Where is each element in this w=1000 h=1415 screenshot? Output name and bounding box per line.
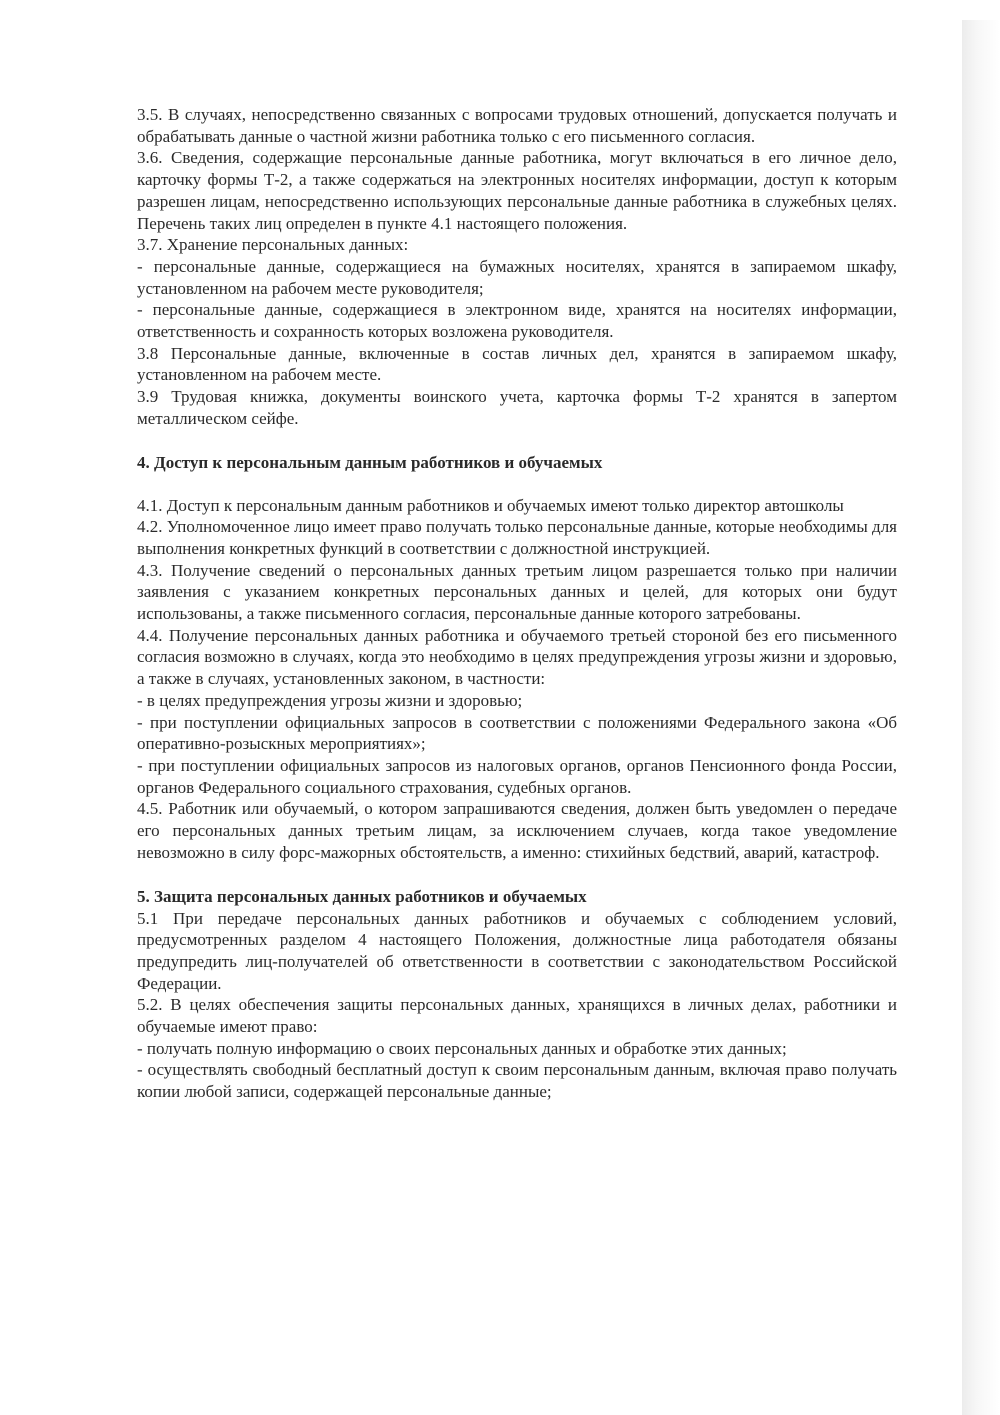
- scan-page-edge-shadow: [962, 20, 1000, 1415]
- list-item-full-information: - получать полную информацию о своих персональных данных и обработке этих данных;: [137, 1038, 787, 1058]
- spacer: [137, 864, 897, 886]
- paragraph-4-1: 4.1. Доступ к персональным данным работников и обучаемых имеют только директор автошколы: [137, 495, 844, 515]
- paragraph-3-9: 3.9 Трудовая книжка, документы воинского учета, карточка формы Т-2 хранятся в запертом металлическом сейфе.: [137, 387, 897, 428]
- list-item-electronic-storage: - персональные данные, содержащиеся в электронном виде, хранятся на носителях информации, ответственность и сохранность которых возложена руководителя.: [137, 300, 897, 342]
- paragraph-5-2: 5.2. В целях обеспечения защиты персональных данных, хранящихся в личных делах, работники и обучаемые имеют право:: [137, 995, 897, 1037]
- list-item-free-access: - осуществлять свободный бесплатный доступ к своим персональным данным, включая право получать копии любой записи, содержащей персональные данные;: [137, 1060, 897, 1102]
- scan-top-margin: [0, 0, 1000, 20]
- section-3: [137, 104, 897, 430]
- section-5-heading: 5. Защита персональных данных работников и обучаемых: [137, 886, 587, 906]
- paragraph-4-4: 4.4. Получение персональных данных работника и обучаемого третьей стороной без его письменного согласия возможно в случаях, когда это необходимо в целях предупреждения угрозы жизни и здоровью, а также в случаях, установленных законом, в частности:: [137, 625, 897, 689]
- document-page: [137, 104, 897, 1103]
- paragraph-4-2: 4.2. Уполномоченное лицо имеет право получать только персональные данные, которые необходимы для выполнения конкретных функций в соответствии с должностной инструкцией.: [137, 517, 897, 558]
- paragraph-3-8: 3.8 Персональные данные, включенные в состав личных дел, хранятся в запираемом шкафу, установленном на рабочем месте.: [137, 343, 897, 385]
- paragraph-5-1: 5.1 При передаче персональных данных работников и обучаемых с соблюдением условий, предусмотренных разделом 4 настоящего Положения, должностные лица работодателя обязаны предупредить лиц-получателей об ответственности в соответствии с законодательством Российской Федерации.: [137, 908, 897, 993]
- list-item-operative-requests: - при поступлении официальных запросов в соответствии с положениями Федерального закона «Об оперативно-розыскных мероприятиях»;: [137, 712, 897, 754]
- list-item-official-requests: - при поступлении официальных запросов из налоговых органов, органов Пенсионного фонда России, органов Федерального социального страхования, судебных органов.: [137, 755, 897, 797]
- paragraph-4-3: 4.3. Получение сведений о персональных данных третьим лицом разрешается только при наличии заявления с указанием конкретных персональных данных и целей, для которых они будут использованы, а также письменного согласия, персональные данные которого затребованы.: [137, 560, 897, 624]
- section-5: [137, 886, 897, 1103]
- paragraph-3-5: 3.5. В случаях, непосредственно связанных с вопросами трудовых отношений, допускается получать и обрабатывать данные о частной жизни работника только с его письменного согласия.: [137, 105, 897, 146]
- section-4: [137, 452, 897, 864]
- list-item-threat-prevention: - в целях предупреждения угрозы жизни и здоровью;: [137, 690, 523, 710]
- paragraph-3-6: 3.6. Сведения, содержащие персональные данные работника, могут включаться в его личное дело, карточку формы Т-2, а также содержаться на электронных носителях информации, доступ к которым разрешен лицам, непосредственно использующих персональные данные работника в служебных целях. Перечень таких лиц определен в пункте 4.1 настоящего положения.: [137, 148, 897, 233]
- section-4-heading: 4. Доступ к персональным данным работников и обучаемых: [137, 452, 603, 472]
- list-item-paper-storage: - персональные данные, содержащиеся на бумажных носителях, хранятся в запираемом шкафу, установленном на рабочем месте руководителя;: [137, 256, 897, 298]
- paragraph-4-5: 4.5. Работник или обучаемый, о котором запрашиваются сведения, должен быть уведомлен о передаче его персональных данных третьим лицам, за исключением случаев, когда такое уведомление невозможно в силу форс-мажорных обстоятельств, а именно: стихийных бедствий, аварий, катастроф.: [137, 799, 897, 862]
- paragraph-3-7: 3.7. Хранение персональных данных:: [137, 235, 409, 255]
- spacer: [137, 474, 897, 495]
- spacer: [137, 430, 897, 452]
